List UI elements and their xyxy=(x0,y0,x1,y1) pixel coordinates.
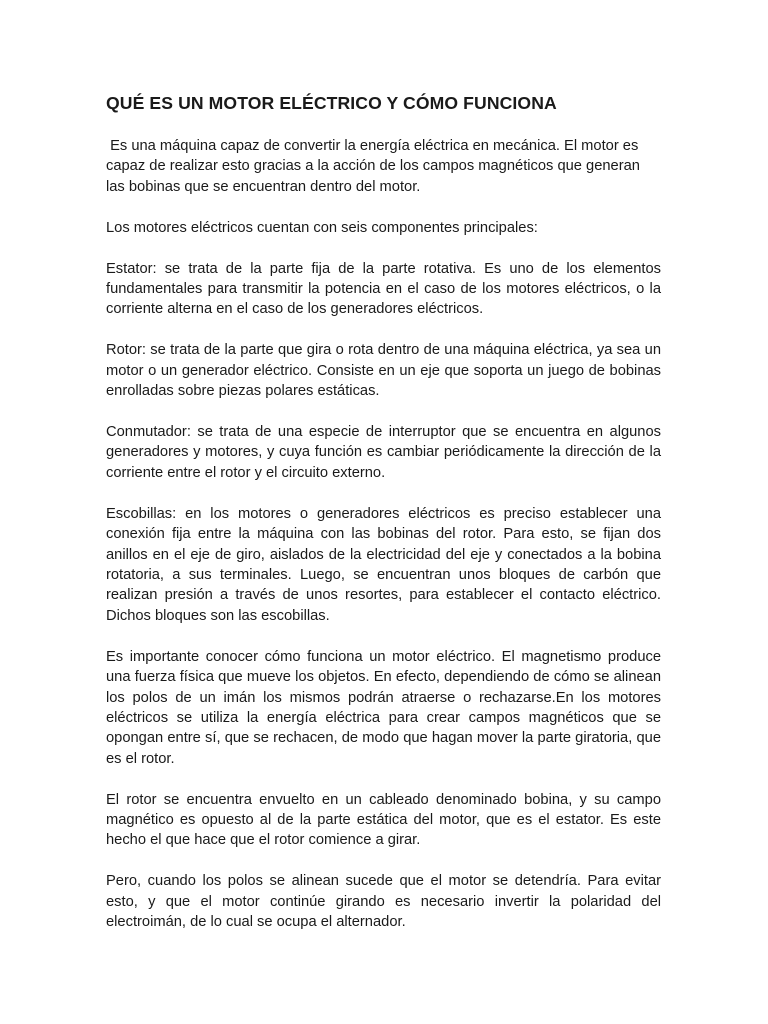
paragraph-rotor-bobina: El rotor se encuentra envuelto en un cableado denominado bobina, y su campo magnético es opuesto al de la parte estática del motor, que es el estator. Es este hecho el que hace que el rotor comience a girar. xyxy=(106,791,661,849)
paragraph-funcionamiento: Es importante conocer cómo funciona un motor eléctrico. El magnetismo produce una fuerza física que mueve los objetos. En efecto, dependiendo de cómo se alinean los polos de un imán los mismos podrán atraerse o rechazarse.En los motores eléctricos se utiliza la energía eléctrica para crear campos magnéticos que se opongan entre sí, que se rechacen, de modo que hagan mover la parte giratoria, que es el rotor. xyxy=(106,648,661,767)
paragraph-intro: Es una máquina capaz de convertir la energía eléctrica en mecánica. El motor es capaz de realizar esto gracias a la acción de los campos magnéticos que generan las bobinas que se encuentran dentro del motor. xyxy=(106,138,645,195)
paragraph-escobillas: Escobillas: en los motores o generadores eléctricos es preciso establecer una conexión fija entre la máquina con las bobinas del rotor. Para esto, se fijan dos anillos en el eje de giro, aislados de la electricidad del eje y conectados a la bobina rotatoria, a sus terminales. Luego, se encuentran unos bloques de carbón que realizan presión a través de unos resortes, para establecer el contacto eléctrico. Dichos bloques son las escobillas. xyxy=(106,505,661,624)
paragraph-estator: Estator: se trata de la parte fija de la parte rotativa. Es uno de los elementos fundamentales para transmitir la potencia en el caso de los motores eléctricos, o la corriente alterna en el caso de los generadores eléctricos. xyxy=(106,260,661,318)
paragraph-polaridad: Pero, cuando los polos se alinean sucede que el motor se detendría. Para evitar esto, y que el motor continúe girando es necesario invertir la polaridad del electroimán, de lo cual se ocupa el alternador. xyxy=(106,873,661,931)
document-page xyxy=(106,92,661,953)
document-title: QUÉ ES UN MOTOR ELÉCTRICO Y CÓMO FUNCIONA xyxy=(106,93,557,113)
paragraph-components: Los motores eléctricos cuentan con seis componentes principales: xyxy=(106,219,538,236)
paragraph-conmutador: Conmutador: se trata de una especie de interruptor que se encuentra en algunos generadores y motores, y cuya función es cambiar periódicamente la dirección de la corriente entre el rotor y el circuito externo. xyxy=(106,424,661,481)
paragraph-rotor: Rotor: se trata de la parte que gira o rota dentro de una máquina eléctrica, ya sea un motor o un generador eléctrico. Consiste en un eje que soporta un juego de bobinas enrolladas sobre piezas polares estáticas. xyxy=(106,342,661,400)
